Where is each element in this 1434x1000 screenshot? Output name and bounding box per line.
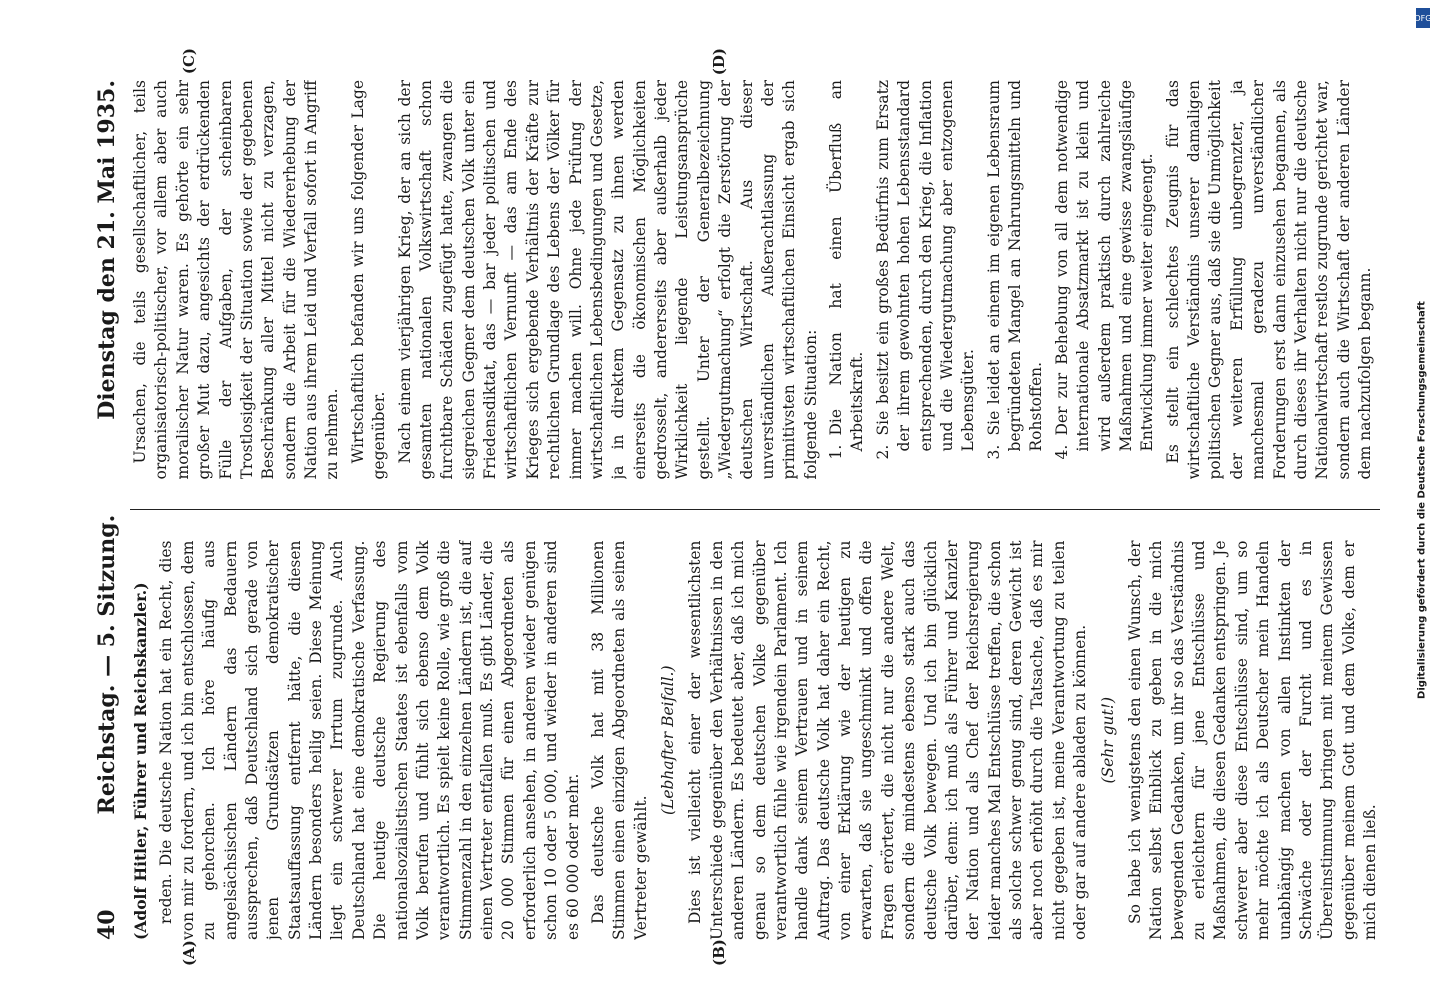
digitization-credit-text: Digitalisierung gefördert durch die Deutsche Forschungsgemeinschaft — [1416, 301, 1428, 699]
interjection: (Lebhafter Beifall.) — [659, 665, 677, 816]
margin-marker-b: (B) — [710, 939, 728, 966]
margin-marker-d: (D) — [710, 48, 728, 76]
list-item-text: Der zur Behebung von all dem notwendige internationale Absatzmarkt ist zu klein und wird außerdem praktisch durch zahlreiche Maßnahmen und eine gewisse zwangsläufige Entwicklung immer weiter eingeengt. — [1052, 80, 1157, 452]
dfg-logo-badge: DFG — [1416, 8, 1430, 28]
list-item: 1. Die Nation hat einen Überfluß an Arbeitskraft. — [827, 80, 867, 460]
margin-marker-c: (C) — [180, 48, 198, 75]
list-item-text: Sie leidet an einem im eigenen Lebensraum begründeten Mangel an Nahrungsmitteln und Rohstoffen. — [984, 80, 1046, 452]
list-item: 4. Der zur Behebung von all dem notwendige internationale Absatzmarkt ist zu klein und wird außerdem praktisch durch zahlreiche Maßnahmen und eine gewisse zwangsläufige Entwicklung immer weiter eingeengt. — [1052, 80, 1157, 460]
header-date: Dienstag den 21. Mai 1935. — [94, 80, 120, 420]
column-divider — [130, 510, 1380, 511]
paragraph: Wirtschaftlich befanden wir uns folgender Lage gegenüber. — [348, 80, 389, 480]
paragraph: reden. Die deutsche Nation hat ein Recht, dies von mir zu fordern, und ich bin entschlossen, dem zu gehorchen. Ich höre häufig aus angelsächsischen Ländern das Bedauern aussprechen, daß Deutschland sich gerade von jenen Grundsätzen demokratischer Staatsauffassung entfernt hätte, die diesen Ländern besonders heilig seien. Diese Meinung liegt ein schwerer Irrtum zugrunde. Auch Deutschland hat eine demokratische Verfassung. Die heutige deutsche Regierung des nationalsozialistischen Staates ist ebenfalls vom Volk berufen und fühlt sich ebenso dem Volk verantwortlich. Es spielt keine Rolle, wie groß die Stimmenzahl in den einzelnen Ländern ist, die auf einen Vertreter entfallen muß. Es gibt Länder, die 20 000 Stimmen für einen Abgeordneten als erforderlich ansehen, in anderen wieder genügen schon 10 oder 5 000, und wieder in anderen sind es 60 000 oder mehr. — [157, 540, 582, 940]
paragraph: Dies ist vielleicht einer der wesentlichsten Unterschiede gegenüber den Verhältnissen in den anderen Ländern. Es bedeutet aber, daß ich mich genau so dem deutschen Volke gegenüber verantwortlich fühle wie irgendein Parlament. Ich handle dank seinem Vertrauen und in seinem Auftrag. Das deutsche Volk hat daher ein Recht, von einer Erklärung wie der heutigen zu erwarten, daß sie ungeschminkt und offen die Fragen erörtert, die nicht nur die andere Welt, sondern die mindestens ebenso stark auch das deutsche Volk bewegen. Und ich bin glücklich darüber, denn: ich muß als Führer und Kanzler der Nation und als Chef der Reichsregierung leider manches Mal Entschlüsse treffen, die schon als solche schwer genug sind, deren Gewicht ist aber noch erhöht durch die Tatsache, daß es mir nicht gegeben ist, meine Verantwortung zu teilen oder gar auf andere abladen zu können. — [686, 540, 1090, 940]
speaker-name: (Adolf Hitler, Führer und Reichskanzler.) — [131, 582, 150, 940]
digitization-credit — [1414, 60, 1430, 940]
interjection: (Sehr gut!) — [1098, 696, 1117, 784]
list-item-text: Sie besitzt ein großes Bedürfnis zum Ersatz der ihrem gewohnten hohen Lebensstandard entsprechenden, durch den Krieg, die Inflation und die Wiedergutmachung aber entzogenen Lebensgüter. — [873, 80, 978, 452]
page-header — [80, 80, 120, 940]
list-item: 3. Sie leidet an einem im eigenen Lebensraum begründeten Mangel an Nahrungsmitteln und Rohstoffen. — [984, 80, 1046, 460]
document-page — [60, 40, 1400, 980]
paragraph: So habe ich wenigstens den einen Wunsch, der Nation selbst Einblick zu geben in die mich bewegenden Gedanken, um ihr so das Verständnis zu erleichtern für jene Entschlüsse und Maßnahmen, die diesen Gedanken entspringen. Je schwerer aber diese Entschlüsse sind, um so mehr möchte ich als Deutscher mein Handeln unabhängig machen von allen Instinkten der Schwäche oder der Furcht und es in Übereinstimmung bringen mit meinem Gewissen gegenüber meinem Gott und dem Volke, dem er mich dienen ließ. — [1125, 540, 1379, 940]
header-title: Reichstag. — 5. Sitzung. — [94, 514, 120, 815]
left-column — [130, 541, 1380, 941]
paragraph: Ursachen, die teils gesellschaftlicher, teils organisatorisch-politischer, vor allem aber auch moralischer Natur waren. Es gehörte ein sehr großer Mut dazu, angesichts der erdrückenden Fülle der Aufgaben, der scheinbaren Trostlosigkeit der Situation sowie der gegebenen Beschränkung aller Mittel nicht zu verzagen, sondern die Arbeit für die Wiedererhebung der Nation aus ihrem Leid und Verfall sofort in Angriff zu nehmen. — [131, 80, 342, 480]
list-item-text: Die Nation hat einen Überfluß an Arbeitskraft. — [827, 80, 867, 452]
page-number: 40 — [94, 909, 120, 940]
paragraph: Es stellt ein schlechtes Zeugnis für das wirtschaftliche Verständnis unserer damaligen politischen Gegner aus, daß sie die Unmöglichkeit der weiteren Erfüllung unbegrenzter, ja manchesmal geradezu unverständlicher Forderungen erst dann einzusehen begannen, als durch dieses ihr Verhalten nicht nur die deutsche Nationalwirtschaft restlos zugrunde gerichtet war, sondern auch die Wirtschaft der anderen Länder dem nachzufolgen begann. — [1163, 80, 1374, 480]
speaker-line — [130, 541, 152, 941]
text-columns — [130, 80, 1380, 940]
rotated-page-content — [60, 40, 1400, 980]
paragraph: Nach einem vierjährigen Krieg, der an sich der gesamten nationalen Volkswirtschaft schon furchtbare Schäden zugefügt hatte, zwangen die siegreichen Gegner dem deutschen Volk unter ein Friedensdiktat, das — bar jeder politischen und wirtschaftlichen Vernunft — das am Ende des Krieges sich ergebende Verhältnis der Kräfte zur rechtlichen Grundlage des Lebens der Völker für immer machen will. Ohne jede Prüfung der wirtschaftlichen Lebensbedingungen und Gesetze, ja in direktem Gegensatz zu ihnen werden einerseits die ökonomischen Möglichkeiten gedrosselt, andererseits aber außerhalb jeder Wirklichkeit liegende Leistungsansprüche gestellt. Unter der Generalbezeichnung „Wiedergutmachung“ erfolgt die Zerstörung der deutschen Wirtschaft. Aus dieser unverständlichen Außerachtlassung der primitivsten wirtschaftlichen Einsicht ergab sich folgende Situation: — [395, 80, 820, 480]
paragraph: Das deutsche Volk hat mit 38 Millionen Stimmen einen einzigen Abgeordneten als seinen Vertreter gewählt. — [588, 540, 650, 940]
margin-marker-a: (A) — [180, 940, 198, 966]
right-column — [130, 80, 1380, 480]
list-item: 2. Sie besitzt ein großes Bedürfnis zum Ersatz der ihrem gewohnten hohen Lebensstandard entsprechenden, durch den Krieg, die Inflation und die Wiedergutmachung aber entzogenen Lebensgüter. — [873, 80, 978, 460]
